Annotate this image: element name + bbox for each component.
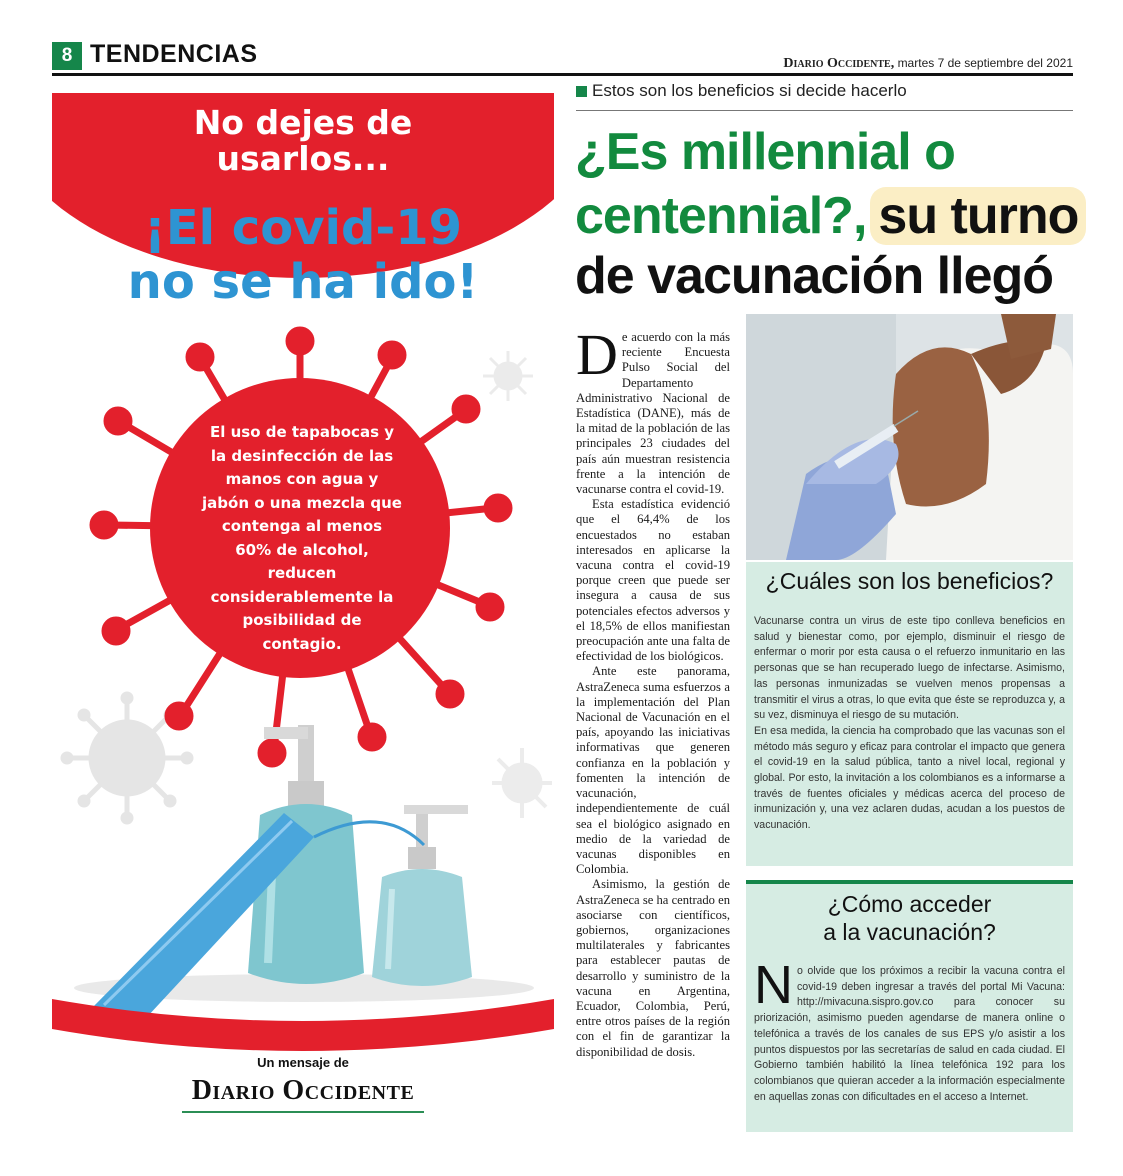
ad-headline-2-line: ¡El covid-19: [143, 200, 463, 256]
ad-headline-2-line: no se ha ido!: [127, 254, 479, 310]
access-title-line: ¿Cómo acceder: [827, 891, 992, 917]
page-number: 8: [52, 42, 82, 70]
headline-line-2: [575, 184, 1086, 248]
benefits-title: ¿Cuáles son los beneficios?: [765, 568, 1054, 594]
kicker-rule: [576, 110, 1073, 111]
ad-headline-1-line: usarlos...: [216, 139, 390, 178]
dateline-date: martes 7 de septiembre del 2021: [897, 56, 1073, 70]
header-rule: [52, 73, 1073, 76]
headline-part-2: centennial?,: [575, 187, 867, 245]
benefits-box: [746, 562, 1073, 866]
ad-brand-logo: Diario Occidente: [191, 1075, 415, 1106]
article-paragraph: Esta estadística evidenció que el 64,4% de los encuestados no estaban interesados en aplicarse la vacuna contra el covid-19 porque creen que puede ser insegura a causa de sus potenciales efectos adversos y el 18,5% de ellos manifiestan preocupación ante una falta de efectividad de los biológicos.: [576, 497, 730, 664]
ad-brand-underline: [182, 1111, 424, 1113]
benefits-paragraph: En esa medida, la ciencia ha comprobado que las vacunas son el método más seguro y eficaz para controlar el impacto que genera el covid-19 en la salud pública, tanto a nivel local, regional y global. Por esto, la invitación a los colombianos es a informarse a través de fuentes oficiales y médicas acerca del proceso de inmunización y, una vez aclaren dudas, acudan a los puestos de vacunación.: [754, 724, 1065, 832]
headline-line-1: ¿Es millennial o: [575, 123, 955, 181]
access-title-line: a la vacunación?: [823, 919, 996, 945]
benefits-text: [754, 614, 1065, 834]
benefits-paragraph: Vacunarse contra un virus de este tipo conlleva beneficios en salud y bienestar como, por ejemplo, disminuir el riesgo de enfermar o morir por esta causa o el refuerzo inmunitario en las personas que se han recuperado luego de infectarse. Asimismo, las personas inmunizadas se vuelven menos propensas a transmitir el virus a otras, lo que evita que éste se reproduzca y, a su vez, disminuya el riesgo de su mutación.: [754, 615, 1065, 722]
article-body: [576, 330, 730, 1120]
access-box: [746, 880, 1073, 1132]
article-dropcap: D: [576, 330, 618, 387]
article-kicker: Estos son los beneficios si decide hacerlo: [592, 81, 907, 100]
article-paragraph: [576, 330, 730, 497]
ad-body-text: El uso de tapabocas y la desinfección de las manos con agua y jabón o una mezcla que contenga al menos 60% de alcohol, reducen considerablemente la posibilidad de contagio.: [202, 423, 402, 653]
access-paragraph: o olvide que los próximos a recibir la vacuna contra el covid-19 deben ingresar a través del portal Mi Vacuna: http://mivacuna.sispro.gov.co para conocer su priorización, asimismo pueden agendarse de manera online o telefónica a través de los canales de sus EPS y/o asistir a los puntos dispuestos por las secretarías de salud en cada ciudad. El Gobierno también habilitó la línea telefónica 192 para los colombianos que quieran acceder a la información especialmente en aquellas zonas con dificultades en el acceso a Internet.: [754, 965, 1065, 1103]
covid-ad: [52, 93, 554, 1133]
access-dropcap: N: [754, 955, 793, 1015]
ad-headline-1-line: No dejes de: [193, 103, 413, 142]
dateline-brand: Diario Occidente,: [783, 56, 895, 71]
headline-highlight: su turno: [870, 187, 1086, 245]
article-paragraph: Asimismo, la gestión de AstraZeneca se ha centrado en asociarse con científicos, gobiernos, organizaciones multilaterales y fabricantes para establecer pautas de desarrollo y suministro de la vacuna en Argentina, Ecuador, Colombia, Perú, entre otros países de la región con el fin de garantizar la disponibilidad de dosis.: [576, 877, 730, 1059]
access-text: [754, 955, 1065, 1105]
vaccination-photo: [746, 314, 1073, 560]
grey-virus-right-icon: [492, 748, 552, 818]
headline-line-3: de vacunación llegó: [575, 247, 1054, 305]
dateline: [783, 56, 1073, 72]
section-title: TENDENCIAS: [90, 40, 258, 68]
article-paragraph: Ante este panorama, AstraZeneca suma esfuerzos a la implementación del Plan Nacional de Vacunación en el país, apoyando las iniciativas informativas que generen confianza en la población y fomenten la intención de vacunación, independientemente de cuál sea el biológico asignado en medio de la variedad de vacunas disponibles en Colombia.: [576, 664, 730, 877]
access-title: [746, 890, 1073, 946]
kicker-square-icon: [576, 86, 587, 97]
article-paragraph-text: e acuerdo con la más reciente Encuesta Pulso Social del Departamento Administrativo Nacional de Estadística (DANE), más de la mitad de la población de las principales 23 ciudades del país aún muestran resistencia frente a la intención de vacunarse contra el covid-19.: [576, 330, 730, 497]
ad-message: Un mensaje de: [257, 1055, 349, 1070]
grey-virus-small-icon: [483, 351, 533, 401]
